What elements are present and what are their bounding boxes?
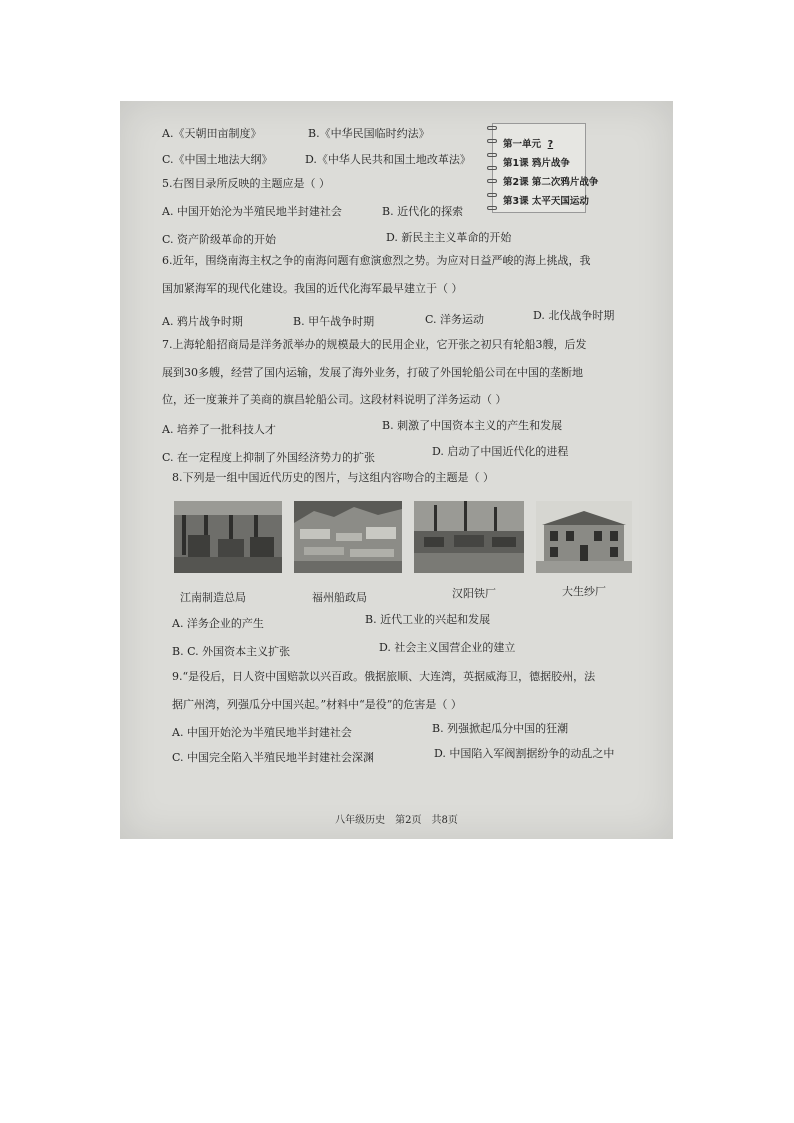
q8-option-c: B. C. 外国资本主义扩张 bbox=[172, 645, 291, 658]
catalog-lesson-2: 第2课 第二次鸦片战争 bbox=[503, 177, 599, 188]
q6-option-c: C. 洋务运动 bbox=[425, 313, 485, 326]
q8-option-b: B. 近代工业的兴起和发展 bbox=[365, 613, 491, 626]
catalog-unit-blank: ? bbox=[547, 139, 554, 150]
catalog-lesson-3: 第3课 太平天国运动 bbox=[503, 196, 589, 207]
hanyang-ironworks-photo bbox=[414, 501, 524, 573]
q7-stem-line3: 位，还一度兼并了美商的旗昌轮船公司。这段材料说明了洋务运动（ ） bbox=[162, 393, 507, 406]
catalog-lesson-1: 第1课 鸦片战争 bbox=[503, 158, 570, 169]
q5-option-c: C. 资产阶级革命的开始 bbox=[162, 233, 277, 246]
caption-hanyang: 汉阳铁厂 bbox=[452, 587, 496, 600]
q4-option-c: C.《中国土地法大纲》 bbox=[162, 153, 273, 166]
q6-option-a: A. 鸦片战争时期 bbox=[162, 315, 243, 328]
q9-option-d: D. 中国陷入军阀割据纷争的动乱之中 bbox=[434, 747, 615, 760]
q5-stem: 5.右图目录所反映的主题应是（ ） bbox=[162, 177, 330, 190]
ironworks-image bbox=[414, 501, 524, 573]
q8-option-d: D. 社会主义国营企业的建立 bbox=[379, 641, 516, 654]
q7-option-b: B. 刺激了中国资本主义的产生和发展 bbox=[382, 419, 563, 432]
q9-stem-line2: 据广州湾，列强瓜分中国兴起。”材料中“是役”的危害是（ ） bbox=[172, 698, 462, 711]
q6-stem-line1: 6.近年，围绕南海主权之争的南海问题有愈演愈烈之势。为应对日益严峻的海上挑战，我 bbox=[162, 254, 591, 267]
mill-building-image bbox=[536, 501, 632, 573]
q4-option-a: A.《天朝田亩制度》 bbox=[162, 127, 262, 140]
q9-stem-line1: 9.“是役后，日人资中国赔款以兴百政。俄据旅顺、大连湾，英据威海卫，德据胶州，法 bbox=[172, 670, 596, 683]
q5-option-b: B. 近代化的探索 bbox=[382, 205, 464, 218]
q6-option-b: B. 甲午战争时期 bbox=[293, 315, 375, 328]
fuzhou-shipyard-photo bbox=[294, 501, 402, 573]
exam-page-photo bbox=[120, 101, 673, 839]
notebook-spiral-icon bbox=[487, 126, 497, 210]
q9-option-b: B. 列强掀起瓜分中国的狂潮 bbox=[432, 722, 569, 735]
q4-option-d: D.《中华人民共和国土地改革法》 bbox=[305, 153, 471, 166]
q6-option-d: D. 北伐战争时期 bbox=[533, 309, 615, 322]
caption-fuzhou: 福州船政局 bbox=[312, 591, 367, 604]
q7-option-a: A. 培养了一批科技人才 bbox=[162, 423, 276, 436]
factory-interior-image bbox=[174, 501, 282, 573]
dasheng-mill-photo bbox=[536, 501, 632, 573]
page-footer: 八年级历史 第2页 共8页 bbox=[335, 815, 458, 826]
q5-option-d: D. 新民主主义革命的开始 bbox=[386, 231, 512, 244]
q6-stem-line2: 国加紧海军的现代化建设。我国的近代化海军最早建立于（ ） bbox=[162, 282, 463, 295]
q7-option-d: D. 启动了中国近代化的进程 bbox=[432, 445, 569, 458]
q7-option-c: C. 在一定程度上抑制了外国经济势力的扩张 bbox=[162, 451, 376, 464]
caption-jiangnan: 江南制造总局 bbox=[180, 591, 246, 604]
q7-stem-line1: 7.上海轮船招商局是洋务派举办的规模最大的民用企业，它开张之初只有轮船3艘，后发 bbox=[162, 338, 587, 351]
q9-option-c: C. 中国完全陷入半殖民地半封建社会深渊 bbox=[172, 751, 375, 764]
catalog-unit: 第一单元 ? bbox=[503, 139, 554, 150]
q8-stem: 8.下列是一组中国近代历史的图片，与这组内容吻合的主题是（ ） bbox=[172, 471, 494, 484]
caption-dasheng: 大生纱厂 bbox=[562, 585, 606, 598]
q8-option-a: A. 洋务企业的产生 bbox=[172, 617, 264, 630]
q4-option-b: B.《中华民国临时约法》 bbox=[308, 127, 430, 140]
q7-stem-line2: 展到30多艘，经营了国内运输，发展了海外业务，打破了外国轮船公司在中国的垄断地 bbox=[162, 366, 583, 379]
q9-option-a: A. 中国开始沦为半殖民地半封建社会 bbox=[172, 726, 352, 739]
jiangnan-arsenal-photo bbox=[174, 501, 282, 573]
catalog-notebook bbox=[492, 123, 599, 213]
shipyard-aerial-image bbox=[294, 501, 402, 573]
q5-option-a: A. 中国开始沦为半殖民地半封建社会 bbox=[162, 205, 342, 218]
